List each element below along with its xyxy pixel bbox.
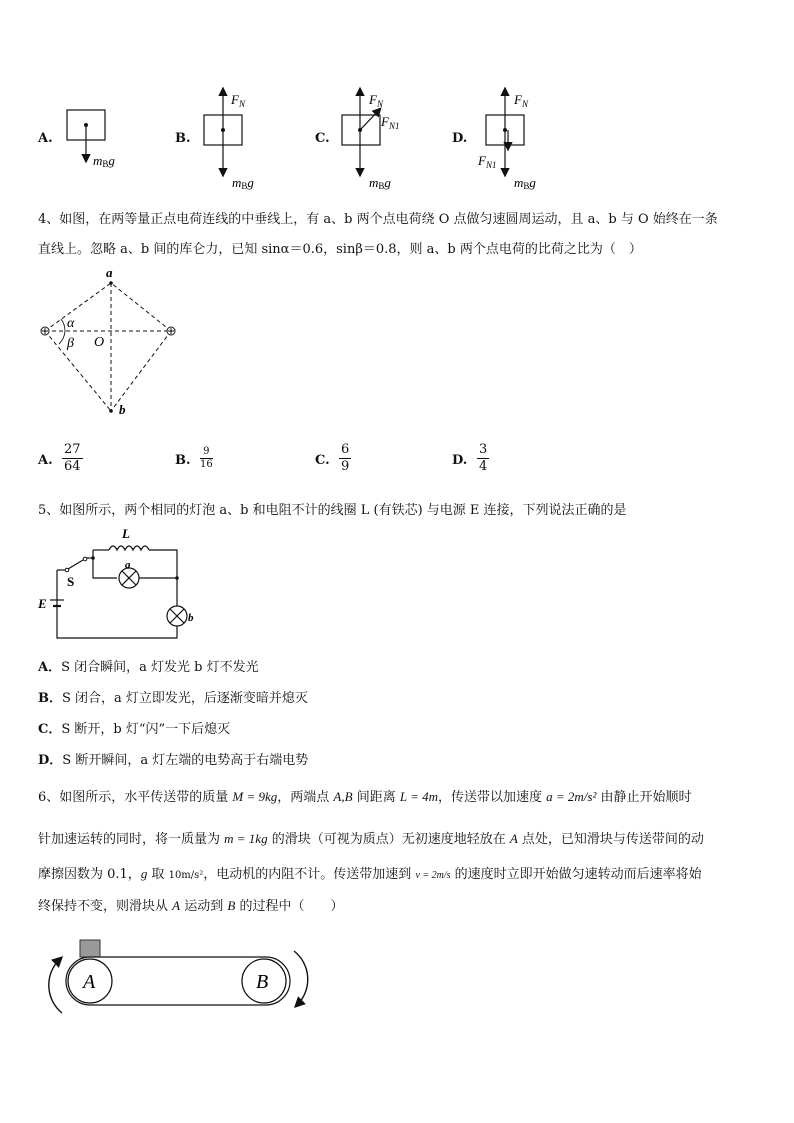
q3-d-fn1-label: $F_{N1}$ bbox=[478, 153, 497, 170]
q6-stem-line3: 摩擦因数为 0.1，g 取 10m/s²，电动机的内阻不计。传送带加速到 v = 2m/s 的速度时立即开始做匀速转动而后速率将始 bbox=[38, 866, 702, 882]
q5-stem: 5、如图所示，两个相同的灯泡 a、b 和电阻不计的线圈 L (有铁芯) 与电源 E 连接，下列说法正确的是 bbox=[38, 503, 627, 518]
q3-option-a-diagram bbox=[55, 95, 145, 175]
q3-c-mg-label: mBg bbox=[369, 175, 391, 191]
q4-label-a: a bbox=[106, 265, 113, 280]
q4-label-o: O bbox=[94, 335, 105, 350]
q3-option-b-diagram bbox=[190, 85, 280, 195]
q3-option-b-letter: B. bbox=[175, 131, 191, 146]
q4-label-b: b bbox=[119, 402, 126, 417]
q4-option-c-fraction: $\frac{6}{9}$ bbox=[341, 442, 350, 474]
slider-block-icon bbox=[80, 940, 100, 957]
q3-option-c-letter: C. bbox=[315, 131, 330, 146]
q4-label-beta: β bbox=[67, 336, 74, 351]
q5-option-a: A．S 闭合瞬间，a 灯发光 b 灯不发光 bbox=[38, 660, 259, 675]
q3-option-d-letter: D. bbox=[452, 131, 468, 146]
q5-option-b: B．S 闭合，a 灯立即发光，后逐渐变暗并熄灭 bbox=[38, 691, 308, 706]
q5-circuit-figure bbox=[35, 520, 195, 645]
q4-option-d-fraction: $\frac{3}{4}$ bbox=[479, 442, 488, 474]
q3-d-mg-label: mBg bbox=[514, 175, 536, 191]
q4-option-a-fraction: $\frac{27}{64}$ bbox=[64, 442, 81, 474]
q4-option-b-letter: B. bbox=[175, 453, 191, 468]
switch-s-icon bbox=[68, 560, 83, 569]
q4-option-b-fraction: $\frac{9}{16}$ bbox=[200, 446, 213, 470]
q3-a-mg-label: mBg bbox=[93, 153, 115, 169]
q3-b-fn-label: $F_N$ bbox=[231, 92, 245, 109]
q4-option-c-letter: C. bbox=[315, 453, 330, 468]
q3-b-mg-label: mBg bbox=[232, 175, 254, 191]
q6-stem-line1: 6、如图所示，水平传送带的质量 M = 9kg，两端点 A,B 间距离 L = 4m，传送带以加速度 a = 2m/s² 由静止开始顺时 bbox=[38, 789, 692, 805]
q6-conveyor-figure bbox=[40, 935, 320, 1025]
q6-label-b: B bbox=[256, 971, 269, 993]
q5-label-e: E bbox=[38, 596, 47, 611]
q4-option-a-letter: A. bbox=[38, 453, 53, 468]
q3-d-fn-label: $F_N$ bbox=[514, 92, 528, 109]
rotation-arrow-right-icon bbox=[294, 951, 308, 1005]
q5-label-l: L bbox=[122, 526, 130, 541]
rotation-arrow-left-icon bbox=[49, 959, 62, 1013]
q5-label-a: a bbox=[125, 559, 131, 571]
q3-option-c-diagram bbox=[330, 85, 430, 195]
q4-option-d-letter: D. bbox=[452, 453, 468, 468]
q4-stem-line1: 4、如图，在两等量正点电荷连线的中垂线上，有 a、b 两个点电荷绕 O 点做匀速圆周运动，且 a、b 与 O 始终在一条 bbox=[38, 212, 718, 227]
q5-option-c: C．S 断开，b 灯“闪”一下后熄灭 bbox=[38, 722, 231, 737]
q4-stem-line2: 直线上。忽略 a、b 间的库仑力，已知 sinα＝0.6，sinβ＝0.8，则 a、b 两个点电荷的比荷之比为（ ） bbox=[38, 242, 642, 257]
q6-label-a: A bbox=[83, 971, 96, 993]
q6-stem-line2: 针加速运转的同时，将一质量为 m = 1kg 的滑块（可视为质点）无初速度地轻放在 A 点处，已知滑块与传送带间的动 bbox=[38, 831, 704, 847]
q5-label-s: S bbox=[67, 574, 75, 589]
q6-stem-line4: 终保持不变，则滑块从 A 运动到 B 的过程中（ ） bbox=[38, 898, 344, 914]
q3-c-fn-label: $F_N$ bbox=[369, 92, 383, 109]
q3-option-d-diagram bbox=[470, 85, 570, 195]
q3-c-fn1-label: $F_{N1}$ bbox=[381, 114, 400, 131]
q5-label-b: b bbox=[188, 612, 194, 624]
coil-l-icon bbox=[109, 546, 149, 550]
q5-option-d: D．S 断开瞬间，a 灯左端的电势高于右端电势 bbox=[38, 753, 309, 768]
q4-label-alpha: α bbox=[67, 316, 75, 331]
q4-figure bbox=[35, 265, 195, 425]
q3-option-a-letter: A. bbox=[38, 131, 53, 146]
